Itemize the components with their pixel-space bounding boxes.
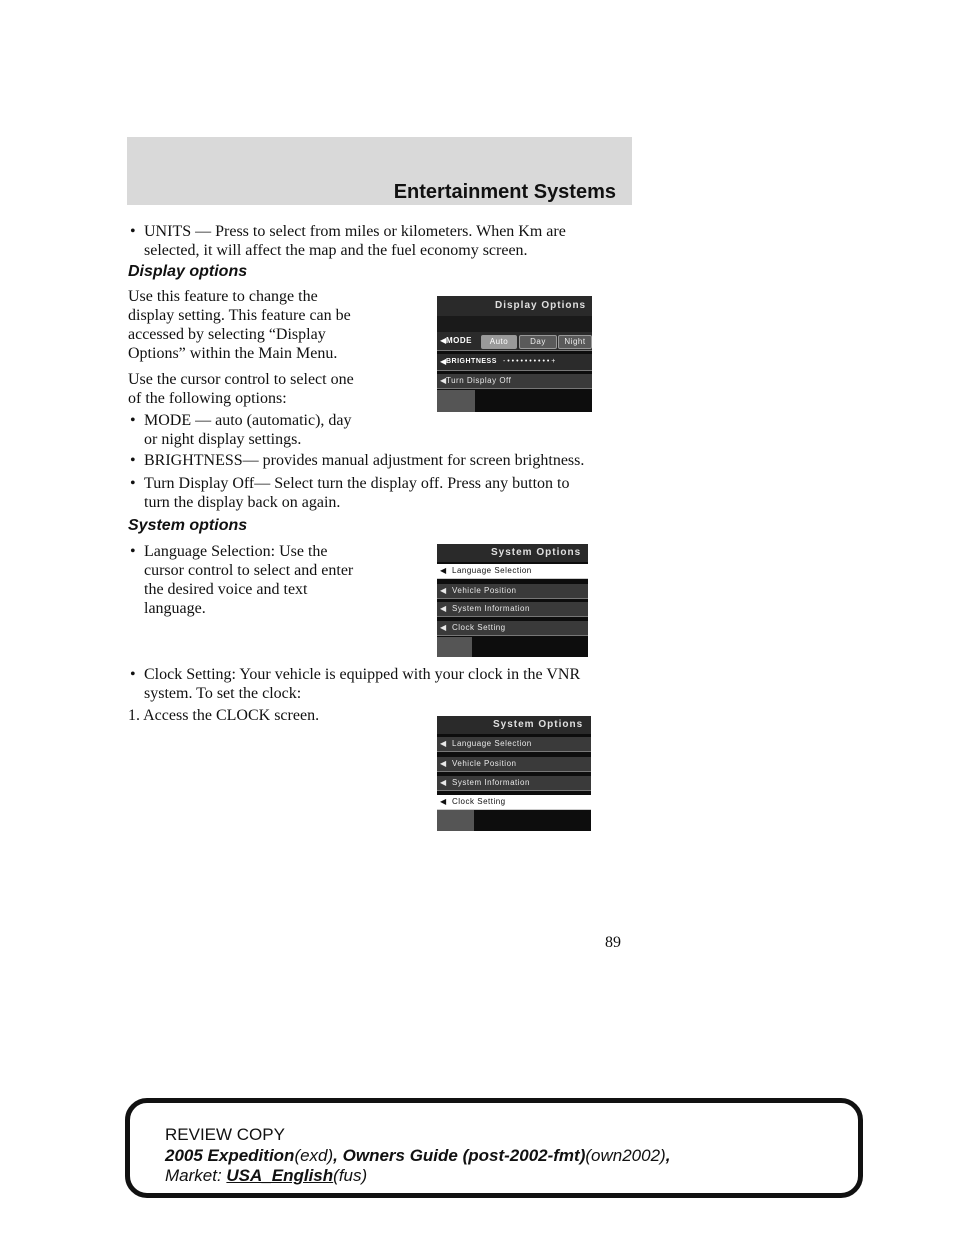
section-title: Entertainment Systems	[393, 181, 616, 203]
brightness-scale[interactable]: - • • • • • • • • • • +	[503, 358, 556, 365]
left-arrow-icon: ◀	[440, 376, 447, 385]
system-options-title: System Options	[437, 544, 588, 562]
step-1: 1. Access the CLOCK screen.	[128, 707, 320, 724]
system-information-row[interactable]: ◀ System Information	[437, 776, 591, 791]
header-band	[127, 137, 632, 205]
system-options-heading: System options	[128, 517, 248, 534]
display-options-title: Display Options	[437, 296, 592, 316]
display-intro-paragraph: Use this feature to change the display setting. This feature can be accessed by selecting “Display Options” within the Main Menu.	[128, 288, 351, 362]
vehicle-position-row[interactable]: ◀ Vehicle Position	[437, 757, 591, 772]
turn-display-off-row[interactable]: ◀ Turn Display Off	[437, 374, 592, 389]
review-copy-line-3: Market: USA_English(fus)	[165, 1166, 368, 1185]
display-options-screen	[437, 296, 592, 412]
language-selection-row[interactable]: ◀ Language Selection	[437, 737, 591, 752]
display-cursor-paragraph: Use the cursor control to select one of the following options:	[128, 371, 354, 407]
left-arrow-icon: ◀	[440, 566, 447, 575]
language-selection-row[interactable]: ◀ Language Selection	[437, 564, 588, 579]
left-arrow-icon: ◀	[440, 336, 447, 345]
mode-auto-option[interactable]: Auto	[481, 335, 517, 349]
clock-setting-row[interactable]: ◀ Clock Setting	[437, 621, 588, 636]
page-number: 89	[605, 934, 621, 951]
review-copy-label: REVIEW COPY	[165, 1125, 285, 1144]
left-arrow-icon: ◀	[440, 586, 447, 595]
display-options-heading: Display options	[128, 263, 248, 280]
vehicle-position-row[interactable]: ◀ Vehicle Position	[437, 584, 588, 599]
left-arrow-icon: ◀	[440, 623, 447, 632]
left-arrow-icon: ◀	[440, 797, 447, 806]
system-options-title: System Options	[437, 716, 591, 734]
left-arrow-icon: ◀	[440, 739, 447, 748]
mode-night-option[interactable]: Night	[558, 335, 592, 349]
mode-row[interactable]: ◀ MODE Auto Day Night	[437, 332, 592, 351]
left-arrow-icon: ◀	[440, 357, 447, 366]
left-arrow-icon: ◀	[440, 778, 447, 787]
system-information-row[interactable]: ◀ System Information	[437, 602, 588, 617]
system-options-screen-2	[437, 716, 591, 831]
mode-day-option[interactable]: Day	[519, 335, 557, 349]
brightness-row[interactable]: ◀ BRIGHTNESS - • • • • • • • • • • +	[437, 354, 592, 371]
left-arrow-icon: ◀	[440, 759, 447, 768]
clock-setting-row[interactable]: ◀ Clock Setting	[437, 795, 591, 810]
left-arrow-icon: ◀	[440, 604, 447, 613]
system-options-screen-1	[437, 544, 588, 657]
review-copy-line-2: 2005 Expedition(exd), Owners Guide (post-2002-fmt)(own2002),	[165, 1146, 671, 1165]
